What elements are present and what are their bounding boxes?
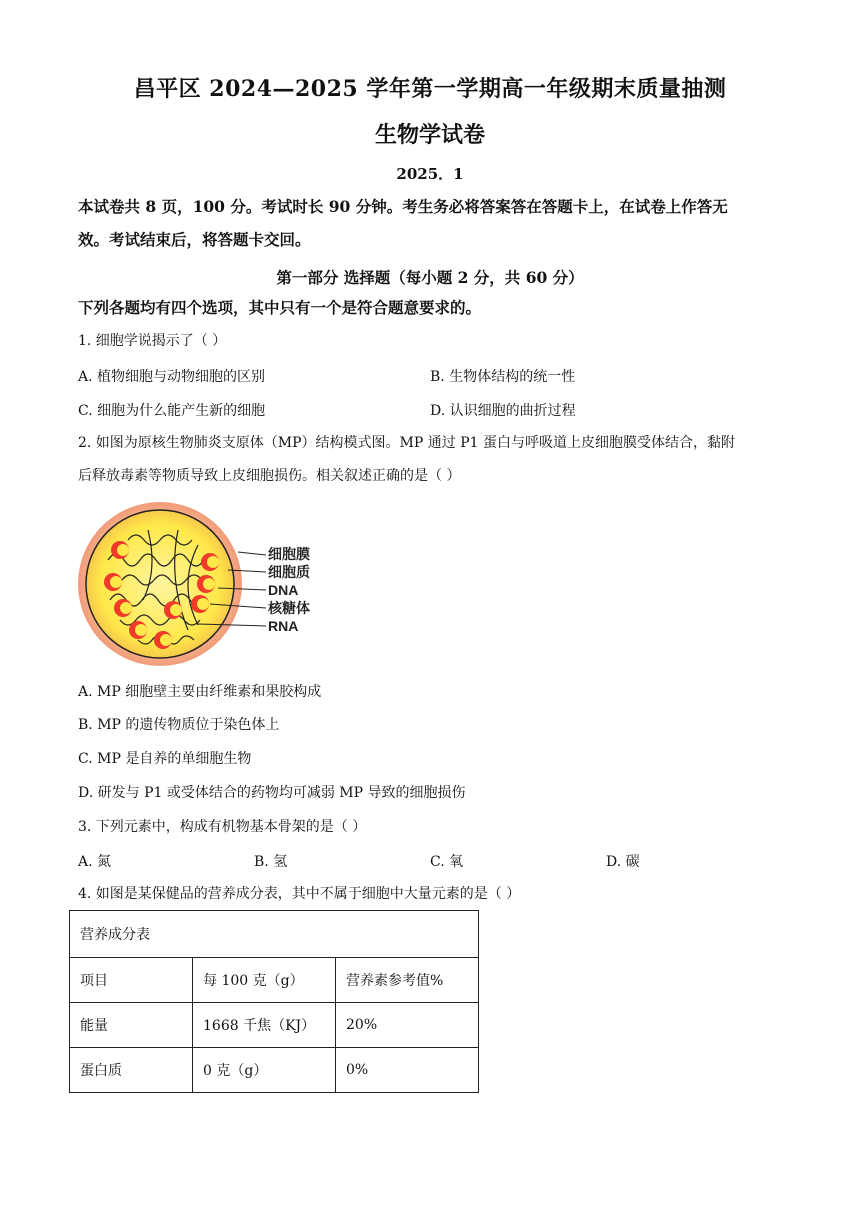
- q1-option-c: C. 细胞为什么能产生新的细胞: [78, 403, 266, 419]
- q3-option-a: A. 氮: [78, 854, 112, 870]
- table-caption: 营养成分表: [70, 911, 479, 958]
- q2-option-d: D. 研发与 P1 或受体结合的药物均可减弱 MP 导致的细胞损伤: [78, 785, 466, 801]
- table-cell: 0%: [336, 1048, 479, 1093]
- table-header-cell: 项目: [70, 958, 193, 1003]
- q2-stem-line-1: 2. 如图为原核生物肺炎支原体（MP）结构模式图。MP 通过 P1 蛋白与呼吸道上皮细胞膜受体结合，黏附: [78, 435, 735, 451]
- q3-stem: 3. 下列元素中，构成有机物基本骨架的是（ ）: [78, 819, 367, 835]
- q1-stem: 1. 细胞学说揭示了（ ）: [78, 333, 227, 349]
- table-cell: 0 克（g）: [193, 1048, 336, 1093]
- exam-subtitle: 生物学试卷: [374, 122, 485, 148]
- label-dna: DNA: [268, 582, 299, 598]
- table-header-cell: 每 100 克（g）: [193, 958, 336, 1003]
- table-cell: 1668 千焦（KJ）: [193, 1003, 336, 1048]
- table-cell: 20%: [336, 1003, 479, 1048]
- table-row: [70, 1003, 479, 1048]
- table-cell: 蛋白质: [70, 1048, 193, 1093]
- label-ribosome: 核糖体: [268, 600, 310, 616]
- q3-option-b: B. 氢: [254, 854, 288, 870]
- exam-title: 昌平区 2024—2025 学年第一学期高一年级期末质量抽测: [133, 76, 727, 102]
- q4-stem: 4. 如图是某保健品的营养成分表，其中不属于细胞中大量元素的是（ ）: [78, 886, 521, 902]
- mycoplasma-diagram: [78, 500, 338, 670]
- table-cell: 能量: [70, 1003, 193, 1048]
- intro-line-2: 效。考试结束后，将答题卡交回。: [78, 230, 311, 249]
- mycoplasma-cell-figure: [78, 500, 338, 670]
- table-header-row: [70, 958, 479, 1003]
- section-instruction: 下列各题均有四个选项，其中只有一个是符合题意要求的。: [78, 298, 482, 317]
- q2-option-b: B. MP 的遗传物质位于染色体上: [78, 717, 280, 733]
- table-header-cell: 营养素参考值%: [336, 958, 479, 1003]
- section-title: 第一部分 选择题（每小题 2 分，共 60 分）: [276, 268, 584, 287]
- q1-option-a: A. 植物细胞与动物细胞的区别: [78, 369, 266, 385]
- q1-option-b: B. 生物体结构的统一性: [430, 369, 576, 385]
- intro-line-1: 本试卷共 8 页，100 分。考试时长 90 分钟。考生务必将答案答在答题卡上，在试卷上作答无: [78, 197, 728, 216]
- q2-stem-line-2: 后释放毒素等物质导致上皮细胞损伤。相关叙述正确的是（ ）: [78, 468, 461, 484]
- label-cytoplasm: 细胞质: [268, 564, 310, 580]
- table-row: [70, 1048, 479, 1093]
- q1-option-d: D. 认识细胞的曲折过程: [430, 403, 576, 419]
- label-cell-membrane: 细胞膜: [268, 546, 310, 562]
- nutrition-table: [69, 910, 479, 1093]
- label-rna: RNA: [268, 618, 299, 634]
- q2-option-a: A. MP 细胞壁主要由纤维素和果胶构成: [78, 684, 322, 700]
- q3-option-c: C. 氧: [430, 854, 464, 870]
- q3-option-d: D. 碳: [606, 854, 640, 870]
- q2-option-c: C. MP 是自养的单细胞生物: [78, 751, 252, 767]
- exam-date: 2025．1: [396, 165, 464, 183]
